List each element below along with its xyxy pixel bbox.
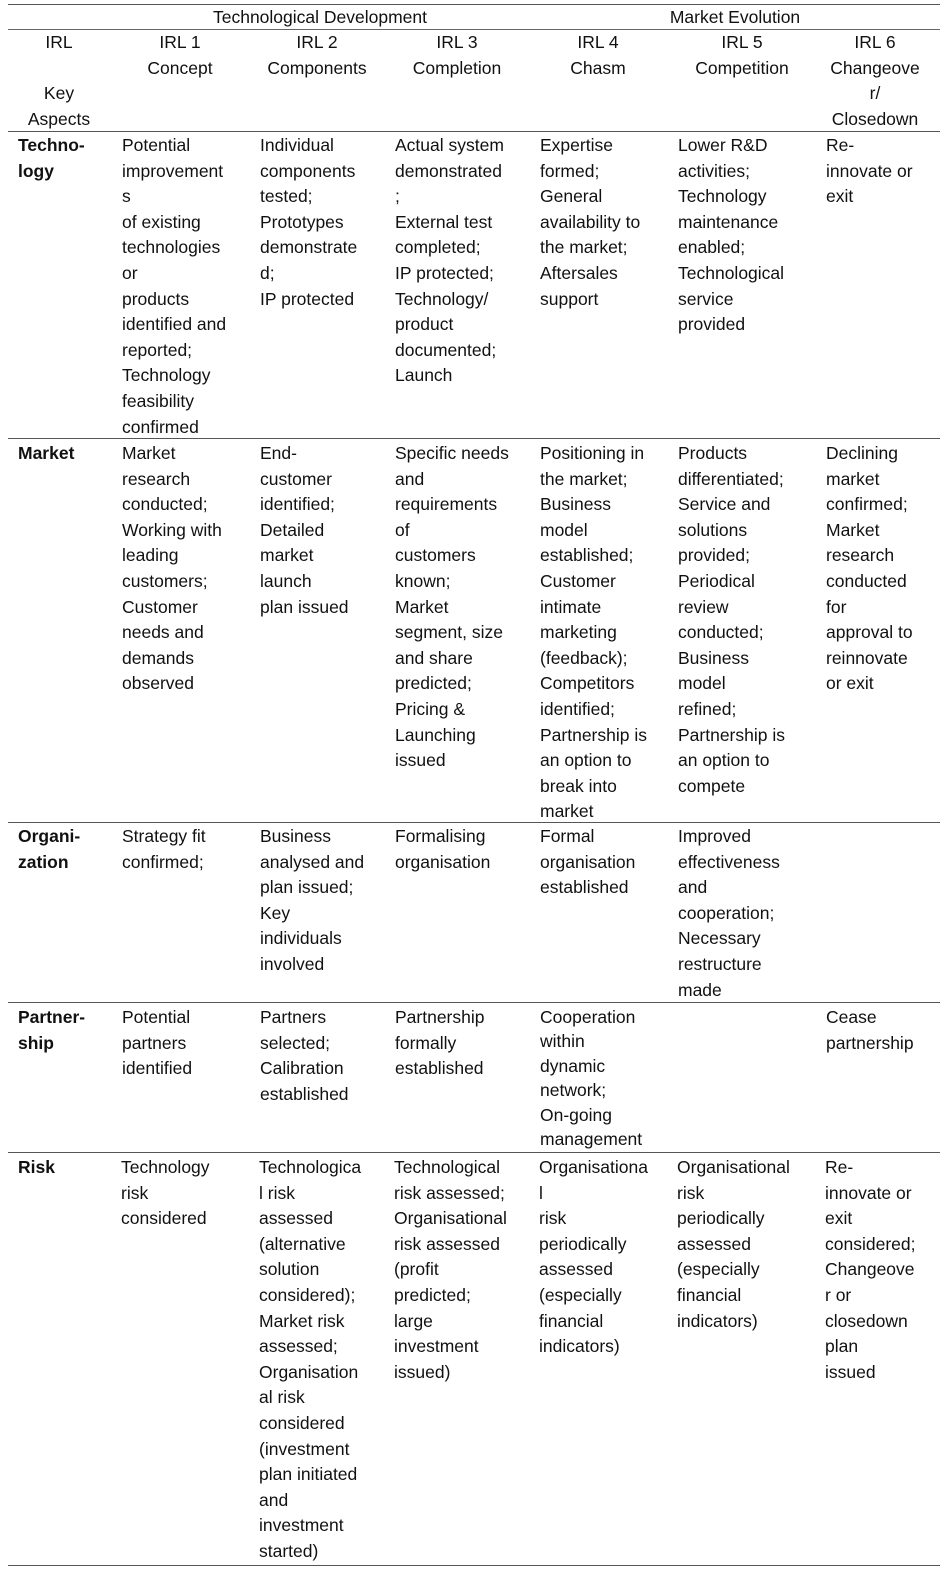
header-irl-1: IRL 1 Concept bbox=[147, 32, 213, 78]
header-bottom-border bbox=[8, 131, 940, 132]
cell-market-irl-6: Declining market confirmed; Market research conducted for approval to reinnovate or exit bbox=[826, 443, 913, 694]
cell-technology-irl-1: Potential improvement s of existing technologies or products identified and reported; Technology feasibility confirmed bbox=[122, 135, 227, 437]
header-irl-5: IRL 5 Competition bbox=[695, 32, 789, 78]
row-label-partnership: Partner- ship bbox=[18, 1007, 86, 1053]
row-divider bbox=[8, 1002, 940, 1003]
header-corner: IRL Key Aspects bbox=[27, 32, 91, 129]
header-irl-6: IRL 6 Changeove r/ Closedown bbox=[830, 32, 920, 129]
row-divider bbox=[8, 822, 940, 823]
cell-organization-irl-5: Improved effectiveness and cooperation; Necessary restructure made bbox=[678, 826, 780, 1000]
cell-risk-irl-3: Technological risk assessed; Organisational risk assessed (profit predicted; large investment issued) bbox=[394, 1157, 507, 1382]
cell-partnership-irl-3: Partnership formally established bbox=[395, 1007, 485, 1079]
header-irl-3: IRL 3 Completion bbox=[412, 32, 502, 78]
cell-technology-irl-4: Expertise formed; General availability to the market; Aftersales support bbox=[540, 135, 641, 309]
group-title-technological: Technological Development bbox=[212, 7, 428, 27]
cell-risk-irl-5: Organisational risk periodically assessed (especially financial indicators) bbox=[677, 1157, 790, 1331]
cell-organization-irl-1: Strategy fit confirmed; bbox=[122, 826, 206, 872]
cell-partnership-irl-6: Cease partnership bbox=[826, 1007, 914, 1053]
row-label-organization: Organi- zation bbox=[18, 826, 81, 872]
cell-risk-irl-6: Re- innovate or exit considered; Changeove r or closedown plan issued bbox=[825, 1157, 916, 1382]
cell-market-irl-4: Positioning in the market; Business model established; Customer intimate marketing (feedback); Competitors identified; Partnership is an option to break into market bbox=[540, 443, 647, 822]
cell-organization-irl-3: Formalising organisation bbox=[395, 826, 491, 872]
row-divider bbox=[8, 1152, 940, 1153]
cell-partnership-irl-4: Cooperation within dynamic network; On-going management bbox=[540, 1007, 643, 1150]
group-title-market: Market Evolution bbox=[669, 7, 801, 27]
row-divider bbox=[8, 438, 940, 439]
cell-market-irl-1: Market research conducted; Working with leading customers; Customer needs and demands observed bbox=[122, 443, 222, 694]
cell-partnership-irl-1: Potential partners identified bbox=[122, 1007, 193, 1079]
header-irl-4: IRL 4 Chasm bbox=[570, 32, 626, 78]
cell-risk-irl-1: Technology risk considered bbox=[121, 1157, 210, 1229]
cell-organization-irl-2: Business analysed and plan issued; Key individuals involved bbox=[260, 826, 365, 974]
cell-organization-irl-4: Formal organisation established bbox=[540, 826, 636, 898]
cell-risk-irl-2: Technologica l risk assessed (alternative solution considered); Market risk assessed; Organisation al risk considered (investment plan initiated and investment started) bbox=[259, 1157, 362, 1561]
table-bottom-border bbox=[8, 1565, 940, 1566]
cell-technology-irl-6: Re- innovate or exit bbox=[826, 135, 913, 207]
cell-partnership-irl-2: Partners selected; Calibration established bbox=[260, 1007, 349, 1104]
cell-technology-irl-2: Individual components tested; Prototypes demonstrate d; IP protected bbox=[260, 135, 358, 309]
cell-market-irl-2: End- customer identified; Detailed market launch plan issued bbox=[260, 443, 349, 617]
row-label-risk: Risk bbox=[18, 1157, 55, 1177]
header-irl-2: IRL 2 Components bbox=[267, 32, 367, 78]
row-label-market: Market bbox=[18, 443, 75, 463]
cell-technology-irl-3: Actual system demonstrated ; External test completed; IP protected; Technology/ product documented; Launch bbox=[395, 135, 504, 386]
cell-market-irl-3: Specific needs and requirements of customers known; Market segment, size and share predicted; Pricing & Launching issued bbox=[395, 443, 509, 771]
row-label-technology: Techno- logy bbox=[18, 135, 85, 181]
cell-risk-irl-4: Organisationa l risk periodically assessed (especially financial indicators) bbox=[539, 1157, 648, 1357]
cell-market-irl-5: Products differentiated; Service and solutions provided; Periodical review conducted; Business model refined; Partnership is an option to compete bbox=[678, 443, 785, 796]
cell-technology-irl-5: Lower R&D activities; Technology maintenance enabled; Technological service provided bbox=[678, 135, 785, 335]
